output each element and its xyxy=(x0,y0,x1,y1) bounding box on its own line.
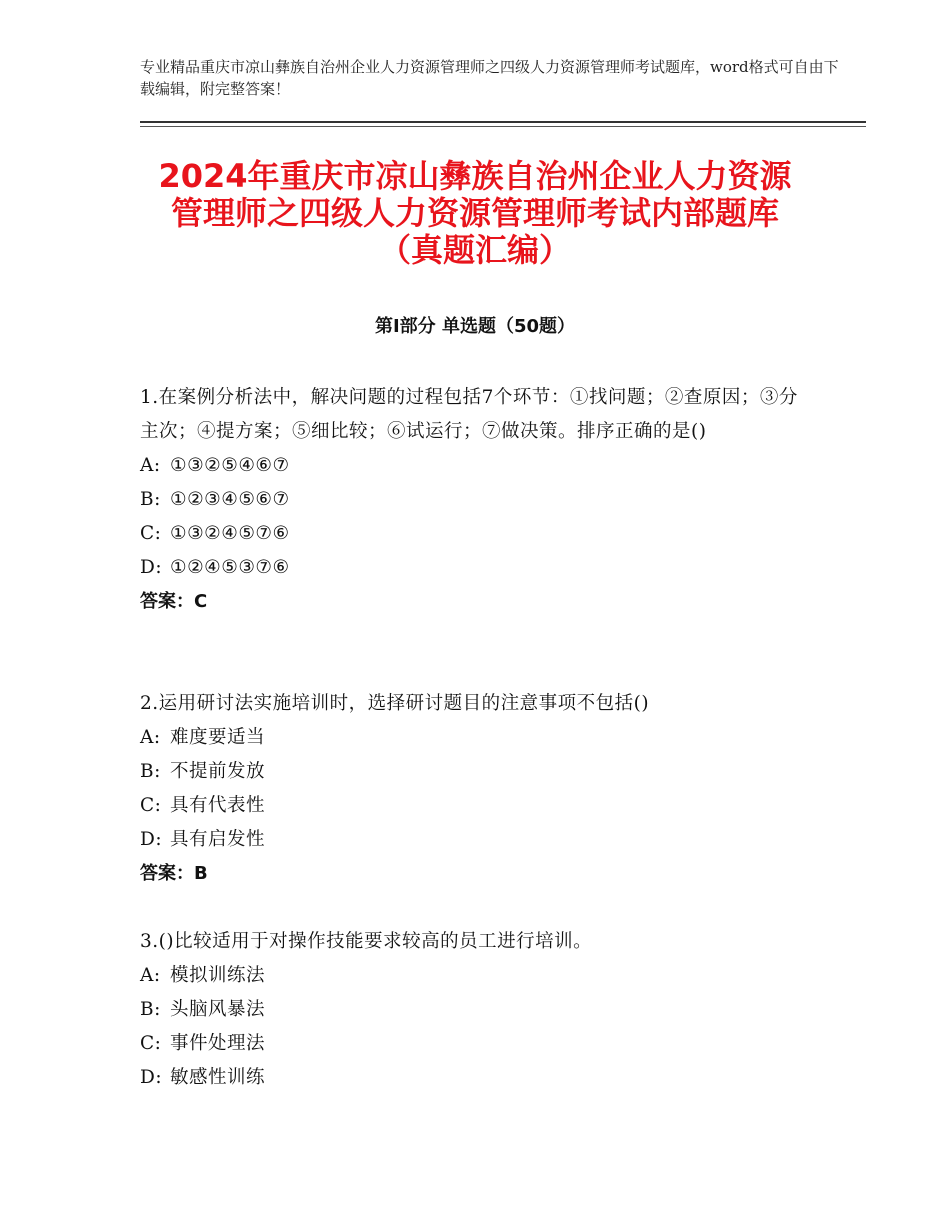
answer-value: C xyxy=(194,591,208,612)
option-text: 模拟训练法 xyxy=(170,965,266,986)
option-text: 难度要适当 xyxy=(170,727,266,748)
option-letter: D: xyxy=(140,557,163,578)
option-letter: C: xyxy=(140,795,162,816)
option-letter: D: xyxy=(140,829,163,850)
option-text: ①③②④⑤⑦⑥ xyxy=(170,523,290,544)
option-text: 头脑风暴法 xyxy=(170,999,266,1020)
option-text: 敏感性训练 xyxy=(170,1067,266,1088)
option-letter: A: xyxy=(140,455,161,476)
option-letter: C: xyxy=(140,523,162,544)
option-b xyxy=(140,993,810,1027)
option-b xyxy=(140,755,810,789)
option-letter: D: xyxy=(140,1067,163,1088)
option-text: ①②④⑤③⑦⑥ xyxy=(170,557,290,578)
question-3 xyxy=(140,925,810,1095)
option-text: ①②③④⑤⑥⑦ xyxy=(170,489,290,510)
option-d xyxy=(140,1061,810,1095)
option-c xyxy=(140,789,810,823)
option-letter: B: xyxy=(140,761,161,782)
document-title xyxy=(110,158,840,269)
question-stem: 1.在案例分析法中，解决问题的过程包括7个环节：①找问题；②查原因；③分主次；④提方案；⑤细比较；⑥试运行；⑦做决策。排序正确的是() xyxy=(140,387,798,442)
answer-value: B xyxy=(194,863,208,884)
question-2 xyxy=(140,687,810,891)
option-text: 具有启发性 xyxy=(170,829,266,850)
option-a xyxy=(140,721,810,755)
title-line-1: 2024年重庆市凉山彝族自治州企业人力资源 xyxy=(158,157,792,195)
answer-line xyxy=(140,585,810,619)
option-a xyxy=(140,959,810,993)
option-letter: B: xyxy=(140,489,161,510)
option-letter: C: xyxy=(140,1033,162,1054)
question-1 xyxy=(140,381,810,619)
option-text: 不提前发放 xyxy=(170,761,266,782)
option-b xyxy=(140,483,810,517)
header-note: 专业精品重庆市凉山彝族自治州企业人力资源管理师之四级人力资源管理师考试题库，word格式可自由下载编辑，附完整答案！ xyxy=(140,58,839,98)
option-c xyxy=(140,517,810,551)
option-a xyxy=(140,449,810,483)
answer-label: 答案： xyxy=(140,863,194,884)
header-divider-thin xyxy=(140,126,866,127)
option-letter: A: xyxy=(140,965,161,986)
answer-line xyxy=(140,857,810,891)
header-divider-thick xyxy=(140,121,866,123)
option-text: 具有代表性 xyxy=(170,795,266,816)
option-d xyxy=(140,551,810,585)
title-line-3: （真题汇编） xyxy=(378,231,571,269)
option-c xyxy=(140,1027,810,1061)
option-d xyxy=(140,823,810,857)
option-text: ①③②⑤④⑥⑦ xyxy=(170,455,290,476)
title-line-2: 管理师之四级人力资源管理师考试内部题库 xyxy=(170,194,779,232)
question-stem: 2.运用研讨法实施培训时，选择研讨题目的注意事项不包括() xyxy=(140,693,650,714)
section-heading: 第Ⅰ部分 单选题（50题） xyxy=(374,316,575,337)
question-stem: 3.()比较适用于对操作技能要求较高的员工进行培训。 xyxy=(140,931,593,952)
option-letter: A: xyxy=(140,727,161,748)
option-letter: B: xyxy=(140,999,161,1020)
option-text: 事件处理法 xyxy=(170,1033,266,1054)
answer-label: 答案： xyxy=(140,591,194,612)
